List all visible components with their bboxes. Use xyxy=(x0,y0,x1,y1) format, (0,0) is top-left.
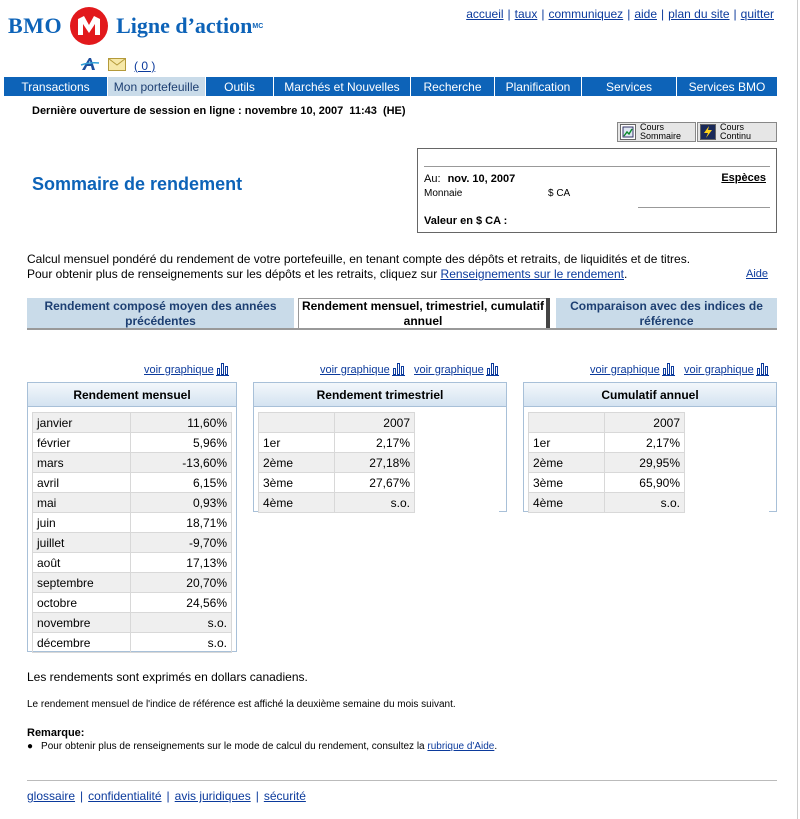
table-row xyxy=(33,553,232,573)
description xyxy=(27,252,690,282)
trademark-mark: MC xyxy=(252,22,264,30)
footer-link-glossaire[interactable]: glossaire xyxy=(27,789,76,803)
remarque-heading: Remarque: xyxy=(27,727,85,739)
period-cell: 1er xyxy=(529,433,605,453)
monthly-panel xyxy=(27,382,237,652)
spacer-cell xyxy=(685,413,769,433)
period-cell: mai xyxy=(33,493,131,513)
bullet-icon: ● xyxy=(27,741,34,752)
return-value-cell: 24,56% xyxy=(130,593,231,613)
tab-comparaison-indices[interactable]: Comparaison avec des indices de référence xyxy=(556,298,777,329)
voir-graphique-cumulatif-2-link[interactable]: voir graphique xyxy=(684,364,754,376)
return-value-cell: 6,15% xyxy=(130,473,231,493)
nav-tab-recherche[interactable]: Recherche xyxy=(411,77,495,96)
last-session-label: Dernière ouverture de session en ligne : xyxy=(32,105,242,117)
period-cell: octobre xyxy=(33,593,131,613)
return-value-cell: 27,67% xyxy=(335,473,415,493)
description-line-2-end: . xyxy=(623,267,628,281)
remarque-end: . xyxy=(494,741,498,752)
info-divider-bottom xyxy=(638,207,770,208)
spacer-cell xyxy=(415,433,499,453)
cours-sommaire-label-2: Sommaire xyxy=(640,131,682,141)
voir-graphique-mensuel-link[interactable]: voir graphique xyxy=(144,364,214,376)
period-cell: août xyxy=(33,553,131,573)
table-row xyxy=(529,453,769,473)
top-links xyxy=(466,7,774,21)
bar-chart-icon xyxy=(756,362,769,376)
table-row xyxy=(33,613,232,633)
nav-tab-services-bmo[interactable]: Services BMO xyxy=(677,77,778,96)
remarque-text-wrap xyxy=(41,741,497,752)
top-link-plan-du-site[interactable]: plan du site xyxy=(668,7,730,21)
info-monnaie-value: $ CA xyxy=(548,188,571,199)
table-row xyxy=(33,453,232,473)
summary-quote-icon xyxy=(620,124,636,140)
return-value-cell: 5,96% xyxy=(130,433,231,453)
table-row xyxy=(529,493,769,513)
voir-graphique-cumulatif-link[interactable]: voir graphique xyxy=(590,364,660,376)
table-row xyxy=(33,473,232,493)
link-separator: | xyxy=(627,7,631,21)
info-date xyxy=(424,173,515,185)
footer-divider xyxy=(27,780,777,781)
return-value-cell: s.o. xyxy=(605,493,685,513)
main-nav xyxy=(4,77,778,96)
nav-tab-transactions[interactable]: Transactions xyxy=(4,77,108,96)
table-row xyxy=(33,633,232,653)
table-row xyxy=(33,493,232,513)
spacer-cell xyxy=(415,473,499,493)
return-value-cell: s.o. xyxy=(130,633,231,653)
spacer-cell xyxy=(415,493,499,513)
voir-graphique-trimestriel[interactable] xyxy=(320,362,405,376)
tab-rendement-mensuel[interactable]: Rendement mensuel, trimestriel, cumulatif annuel xyxy=(298,298,548,329)
bar-chart-icon xyxy=(216,362,229,376)
top-link-accueil[interactable]: accueil xyxy=(466,7,504,21)
table-row xyxy=(259,453,499,473)
table-row xyxy=(259,473,499,493)
voir-graphique-mensuel[interactable] xyxy=(144,362,229,376)
quarterly-panel xyxy=(253,382,507,512)
top-link-communiquez[interactable]: communiquez xyxy=(548,7,624,21)
table-row xyxy=(529,473,769,493)
return-value-cell: 20,70% xyxy=(130,573,231,593)
year-header: 2007 xyxy=(605,413,685,433)
link-separator: | xyxy=(541,7,545,21)
sub-icons xyxy=(80,56,155,75)
table-row xyxy=(33,513,232,533)
period-cell: 4ème xyxy=(259,493,335,513)
lightning-icon xyxy=(700,124,716,140)
table-row xyxy=(529,433,769,453)
return-value-cell: s.o. xyxy=(335,493,415,513)
table-row xyxy=(33,433,232,453)
remarque-text: Pour obtenir plus de renseignements sur le mode de calcul du rendement, consultez la xyxy=(41,741,428,752)
aide-link[interactable]: Aide xyxy=(746,268,769,280)
bar-chart-icon xyxy=(486,362,499,376)
table-header-row xyxy=(529,413,769,433)
return-value-cell: 11,60% xyxy=(130,413,231,433)
return-value-cell: 29,95% xyxy=(605,453,685,473)
cumulative-table xyxy=(528,412,769,513)
table-row xyxy=(33,413,232,433)
top-link-aide[interactable]: aide xyxy=(634,7,657,21)
cours-continu-label-2: Continu xyxy=(720,131,752,141)
table-header-row xyxy=(259,413,499,433)
table-row xyxy=(259,433,499,453)
table-row xyxy=(259,493,499,513)
voir-graphique-trimestriel-link[interactable]: voir graphique xyxy=(320,364,390,376)
footer-link-avis-juridiques[interactable]: avis juridiques xyxy=(174,789,251,803)
period-cell: 3ème xyxy=(529,473,605,493)
return-value-cell: s.o. xyxy=(130,613,231,633)
info-monnaie-label: Monnaie xyxy=(424,188,463,199)
page-edge xyxy=(797,0,798,819)
spacer-cell xyxy=(685,453,769,473)
tab-rendement-compose[interactable]: Rendement composé moyen des années précédentes xyxy=(27,298,294,329)
return-value-cell: 2,17% xyxy=(605,433,685,453)
return-value-cell: 27,18% xyxy=(335,453,415,473)
currency-note: Les rendements sont exprimés en dollars canadiens. xyxy=(27,670,308,684)
bar-chart-icon xyxy=(392,362,405,376)
tab-shadow xyxy=(546,298,550,329)
spacer-cell xyxy=(685,493,769,513)
voir-graphique-cumulatif-2[interactable] xyxy=(684,362,769,376)
period-cell: 2ème xyxy=(529,453,605,473)
return-value-cell: 65,90% xyxy=(605,473,685,493)
bmo-logo[interactable] xyxy=(8,6,263,46)
link-separator: | xyxy=(507,7,511,21)
tab-underline xyxy=(27,328,777,330)
period-cell: 4ème xyxy=(529,493,605,513)
mail-icon[interactable] xyxy=(108,58,126,74)
bar-chart-icon xyxy=(662,362,675,376)
voir-graphique-trimestriel-2[interactable] xyxy=(414,362,499,376)
period-cell: juin xyxy=(33,513,131,533)
cours-continu-button[interactable] xyxy=(697,122,777,142)
cours-sommaire-label-1: Cours xyxy=(640,122,665,132)
footer-link-securite[interactable]: sécurité xyxy=(263,789,306,803)
nav-tab-planification[interactable]: Planification xyxy=(495,77,582,96)
message-count-link[interactable]: ( 0 ) xyxy=(134,58,156,73)
quarterly-table xyxy=(258,412,499,513)
link-separator: | xyxy=(661,7,665,21)
logo-product-text: Ligne d’action xyxy=(116,13,253,38)
spacer-cell xyxy=(415,413,499,433)
page-title: Sommaire de rendement xyxy=(32,174,243,194)
voir-graphique-cumulatif[interactable] xyxy=(590,362,675,376)
cumulative-title: Cumulatif annuel xyxy=(524,383,776,407)
nav-tab-services[interactable]: Services xyxy=(582,77,677,96)
remarque-item xyxy=(27,741,497,752)
link-separator: | xyxy=(733,7,737,21)
voir-graphique-trimestriel-2-link[interactable]: voir graphique xyxy=(414,364,484,376)
bmo-roundel-icon xyxy=(70,7,108,45)
info-divider-top xyxy=(424,166,770,167)
table-row xyxy=(33,573,232,593)
rendement-info-link[interactable]: Renseignements sur le rendement xyxy=(440,267,624,281)
monthly-table xyxy=(32,412,232,653)
rubrique-aide-link[interactable]: rubrique d'Aide xyxy=(427,741,495,752)
account-info-box xyxy=(417,148,777,233)
description-line-2 xyxy=(27,267,690,282)
last-session-value: novembre 10, 2007 11:43 (HE) xyxy=(244,105,406,117)
period-cell: 2ème xyxy=(259,453,335,473)
spacer-cell xyxy=(415,453,499,473)
period-cell: janvier xyxy=(33,413,131,433)
return-value-cell: 2,17% xyxy=(335,433,415,453)
quarterly-title: Rendement trimestriel xyxy=(254,383,506,407)
link-separator: | xyxy=(166,789,170,803)
year-header: 2007 xyxy=(335,413,415,433)
info-valeur-label: Valeur en $ CA : xyxy=(424,215,508,227)
nav-tab-outils[interactable]: Outils xyxy=(206,77,274,96)
period-cell: novembre xyxy=(33,613,131,633)
return-value-cell: -13,60% xyxy=(130,453,231,473)
spacer-cell xyxy=(685,433,769,453)
top-link-quitter[interactable]: quitter xyxy=(740,7,774,21)
period-cell: avril xyxy=(33,473,131,493)
table-row xyxy=(33,533,232,553)
index-note: Le rendement mensuel de l'indice de référence est affiché la deuxième semaine du mois suivant. xyxy=(27,699,456,710)
adviser-a-icon[interactable] xyxy=(80,56,100,75)
period-cell: septembre xyxy=(33,573,131,593)
return-value-cell: 17,13% xyxy=(130,553,231,573)
monthly-title: Rendement mensuel xyxy=(28,383,236,407)
description-line-2-text: Pour obtenir plus de renseignements sur les dépôts et les retraits, cliquez sur xyxy=(27,267,441,281)
link-separator: | xyxy=(255,789,259,803)
last-session xyxy=(32,105,406,117)
nav-tab-marches-et-nouvelles[interactable]: Marchés et Nouvelles xyxy=(274,77,411,96)
description-line-1: Calcul mensuel pondéré du rendement de votre portefeuille, en tenant compte des dépôts et retraits, de liquidités et de titres. xyxy=(27,252,691,266)
footer-link-confidentialite[interactable]: confidentialité xyxy=(88,789,162,803)
return-value-cell: 18,71% xyxy=(130,513,231,533)
cours-continu-label-1: Cours xyxy=(720,122,745,132)
top-link-taux[interactable]: taux xyxy=(514,7,538,21)
cours-sommaire-button[interactable] xyxy=(617,122,696,142)
footer-links xyxy=(27,789,306,803)
info-au-value: nov. 10, 2007 xyxy=(447,173,516,185)
info-au-label: Au: xyxy=(424,173,441,185)
period-cell: 1er xyxy=(259,433,335,453)
period-cell: décembre xyxy=(33,633,131,653)
header-empty-cell xyxy=(259,413,335,433)
logo-bmo-text: BMO xyxy=(8,13,63,38)
period-cell: mars xyxy=(33,453,131,473)
nav-tab-mon-portefeuille[interactable]: Mon portefeuille xyxy=(108,77,206,96)
spacer-cell xyxy=(685,473,769,493)
especes-link[interactable]: Espèces xyxy=(721,172,766,184)
return-value-cell: 0,93% xyxy=(130,493,231,513)
cumulative-panel xyxy=(523,382,777,512)
table-row xyxy=(33,593,232,613)
period-cell: février xyxy=(33,433,131,453)
link-separator: | xyxy=(80,789,84,803)
return-value-cell: -9,70% xyxy=(130,533,231,553)
period-cell: juillet xyxy=(33,533,131,553)
header-empty-cell xyxy=(529,413,605,433)
period-cell: 3ème xyxy=(259,473,335,493)
